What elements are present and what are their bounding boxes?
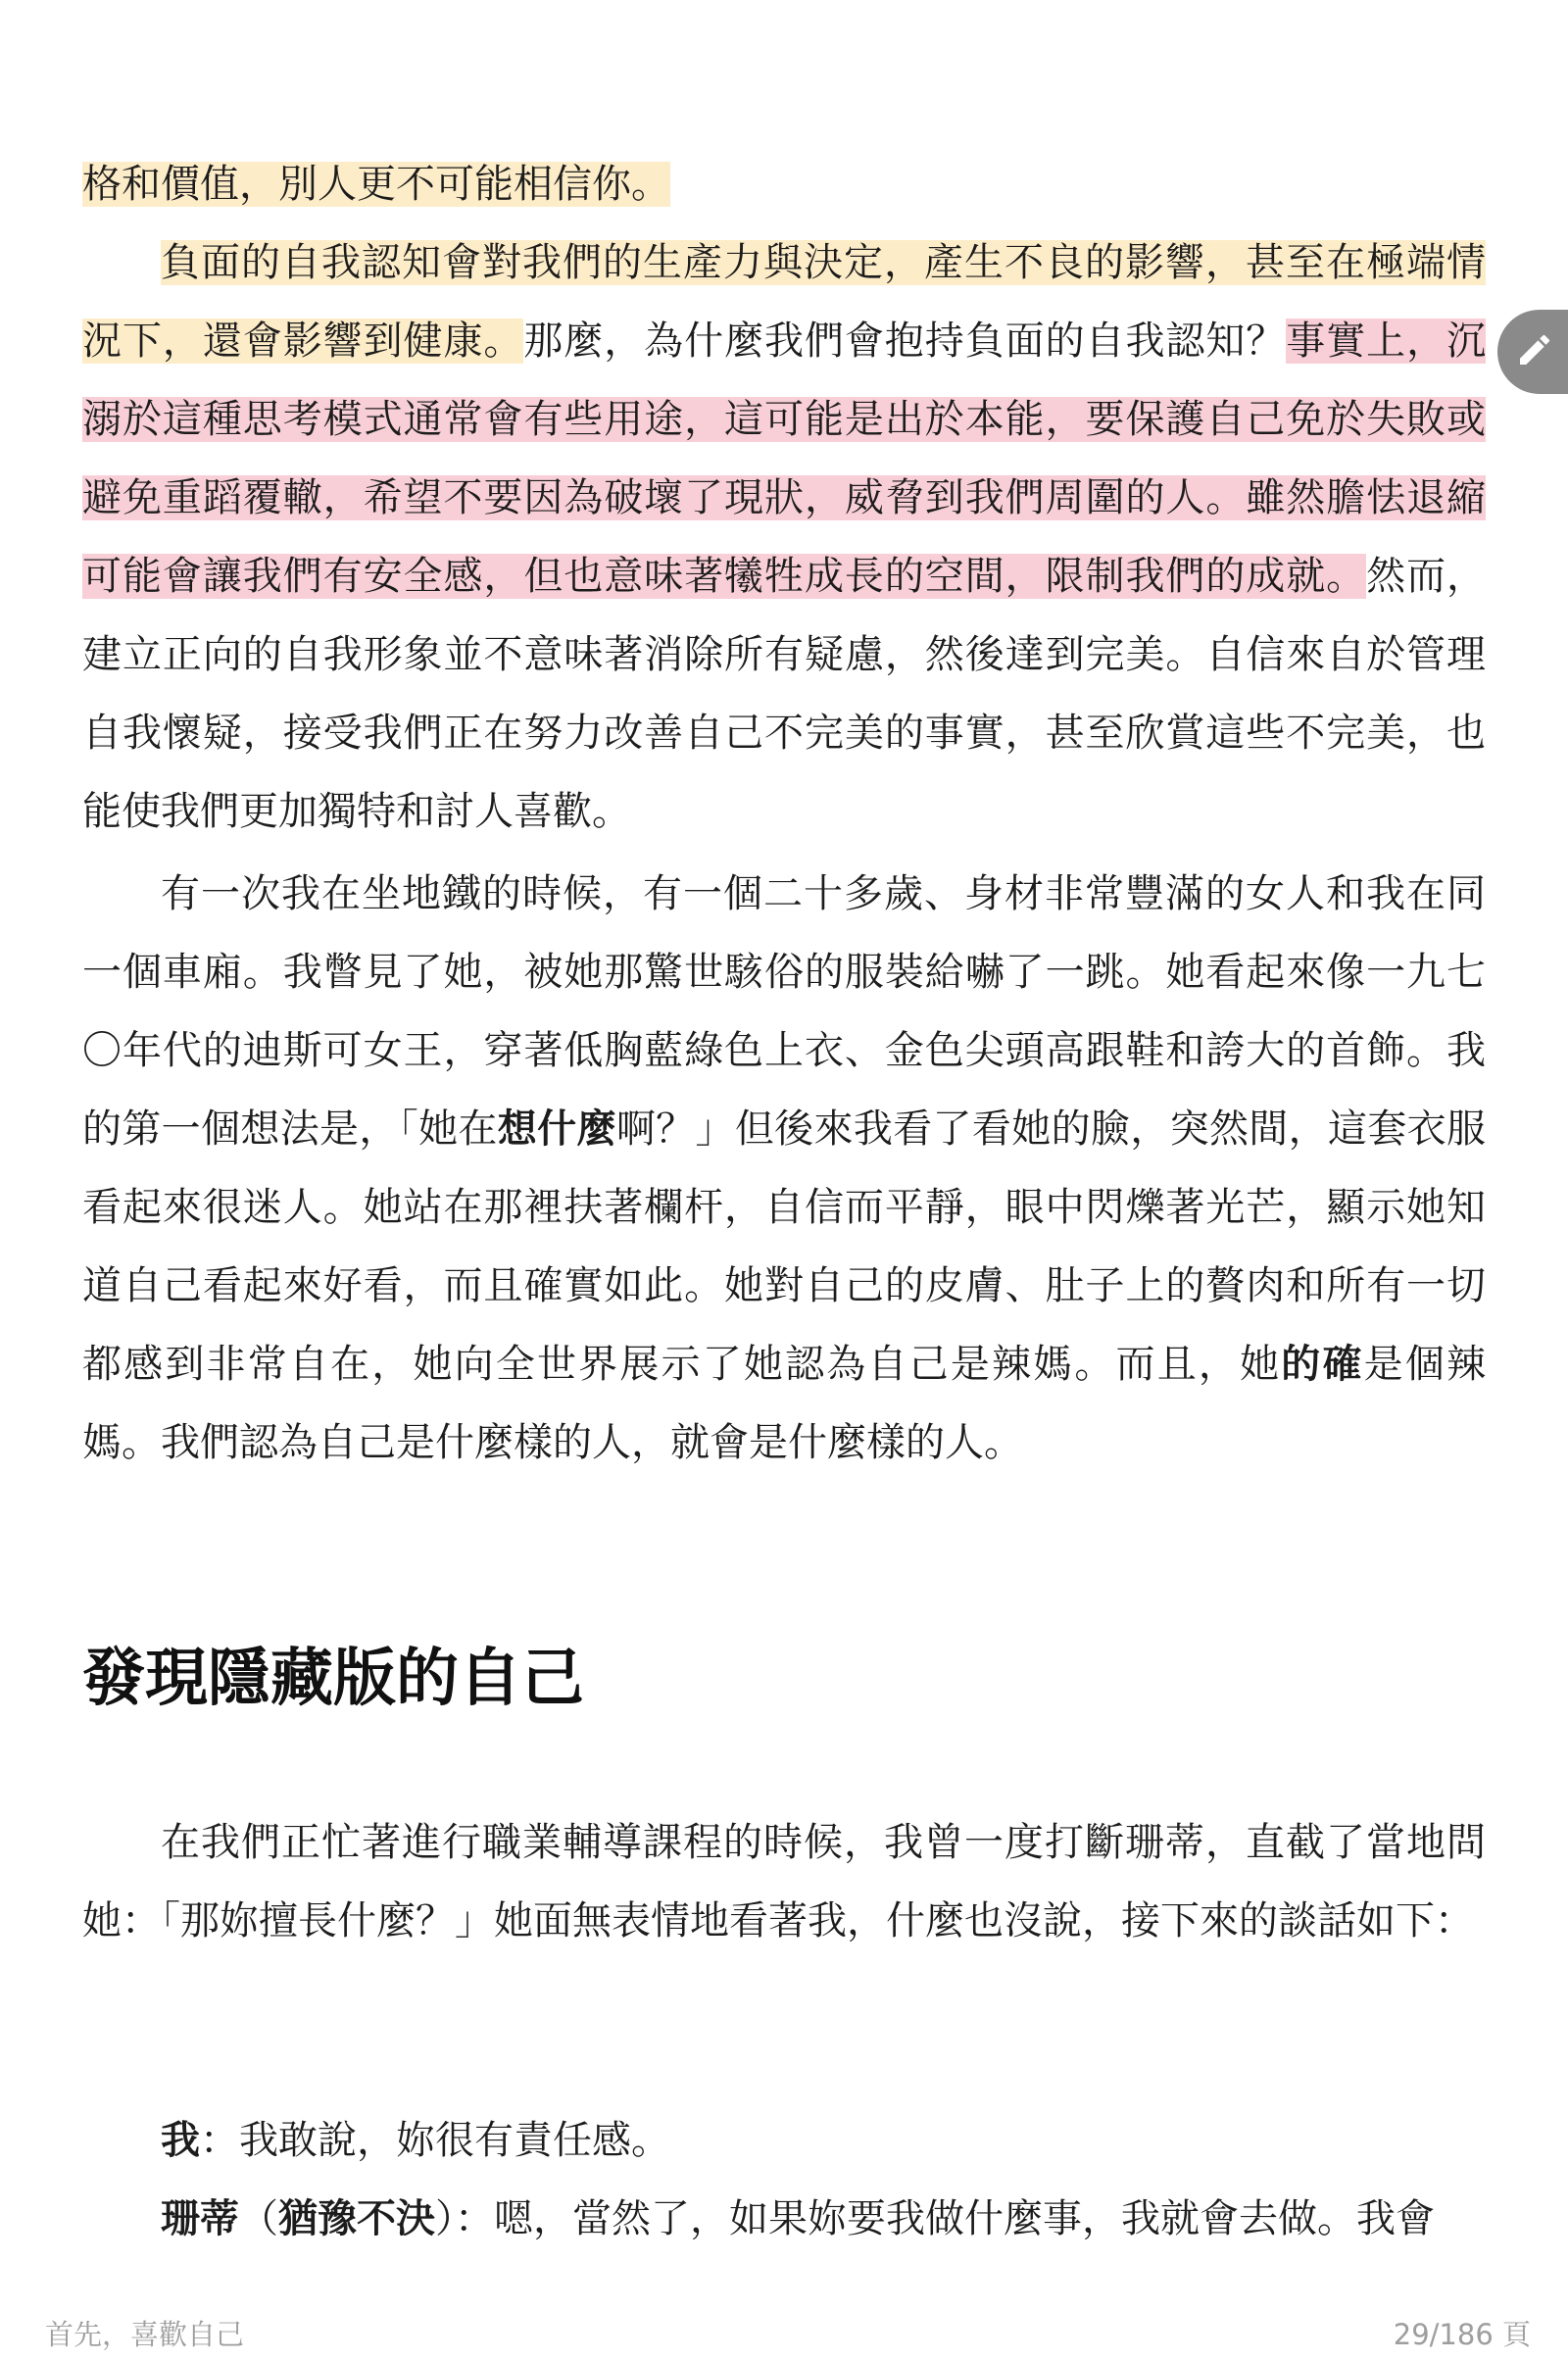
dialog-line-me (82, 2101, 1486, 2180)
emphasis-text: 的確 (1281, 1342, 1364, 1387)
paragraph-section-intro (82, 1803, 1486, 1960)
paragraph-text: 有一次我在坐地鐵的時候，有一個二十多歲、身材非常豐滿的女人和我在同一個車廂。我瞥見了她，被她那驚世駭俗的服裝給嚇了一跳。她看起來像一九七〇年代的迪斯可女王，穿著低胸藍綠色上衣、金色尖頭高跟鞋和誇大的首飾。我的第一個想法是，「她在 (82, 871, 1486, 1152)
paragraph-continuation (82, 145, 1486, 223)
chapter-title: 首先，喜歡自己 (45, 2318, 245, 2351)
dialog-speaker: 珊蒂 (161, 2196, 239, 2241)
highlight-yellow[interactable]: 格和價值，別人更不可能相信你。 (82, 162, 670, 207)
section-heading: 發現隱藏版的自己 (82, 1643, 584, 1715)
dialog-note-open: （ (239, 2196, 278, 2241)
pencil-icon (1515, 330, 1554, 373)
highlight-pink[interactable]: 事實上，沉溺於這種思考模式通常會有些用途，這可能是出於本能，要保護自己免於失敗或避免重蹈覆轍，希望不要因為破壞了現狀，威脅到我們周圍的人。雖然膽怯退縮可能會讓我們有安全感，但也意味著犧牲成長的空間，限制我們的成就。 (82, 319, 1487, 599)
paragraph-text: 然而，建立正向的自我形象並不意味著消除所有疑慮，然後達到完美。自信來自於管理自我懷疑，接受我們正在努力改善自己不完美的事實，甚至欣賞這些不完美，也能使我們更加獨特和討人喜歡。 (82, 554, 1487, 834)
reader-footer (0, 2309, 1568, 2360)
dialog-stage-note: 猶豫不決 (278, 2196, 435, 2241)
emphasis-text: 想什麼 (497, 1106, 616, 1152)
paragraph-text: 啊？」但後來我看了看她的臉，突然間，這套衣服看起來很迷人。她站在那裡扶著欄杆，自信而平靜，眼中閃爍著光芒，顯示她知道自己看起來好看，而且確實如此。她對自己的皮膚、肚子上的贅肉和所有一切都感到非常自在，她向全世界展示了她認為自己是辣媽。而且，她 (82, 1106, 1487, 1387)
dialog-text: ：我敢說，妳很有責任感。 (200, 2118, 670, 2163)
paragraph-text: 是個辣媽。我們認為自己是什麼樣的人，就會是什麼樣的人。 (82, 1342, 1487, 1465)
dialog-note-close: ） (435, 2196, 455, 2241)
dialog-speaker: 我 (161, 2118, 200, 2163)
highlight-yellow[interactable]: 負面的自我認知會對我們的生產力與決定，產生不良的影響，甚至在極端情況下，還會影響到健康。 (82, 240, 1486, 364)
paragraph-subway-story (82, 855, 1486, 1482)
paragraph-text: 那麼，為什麼我們會抱持負面的自我認知？ (523, 319, 1287, 364)
edit-note-button[interactable] (1497, 310, 1568, 394)
page-indicator: 29/186 頁 (1393, 2318, 1531, 2351)
dialog-text: ：嗯，當然了，如果妳要我做什麼事，我就會去做。我會 (455, 2196, 1435, 2241)
paragraph-self-perception (82, 223, 1486, 851)
paragraph-text: 在我們正忙著進行職業輔導課程的時候，我曾一度打斷珊蒂，直截了當地問她：「那妳擅長什麼？」她面無表情地看著我，什麼也沒說，接下來的談話如下： (82, 1820, 1486, 1943)
dialog-line-sandy (82, 2180, 1486, 2258)
